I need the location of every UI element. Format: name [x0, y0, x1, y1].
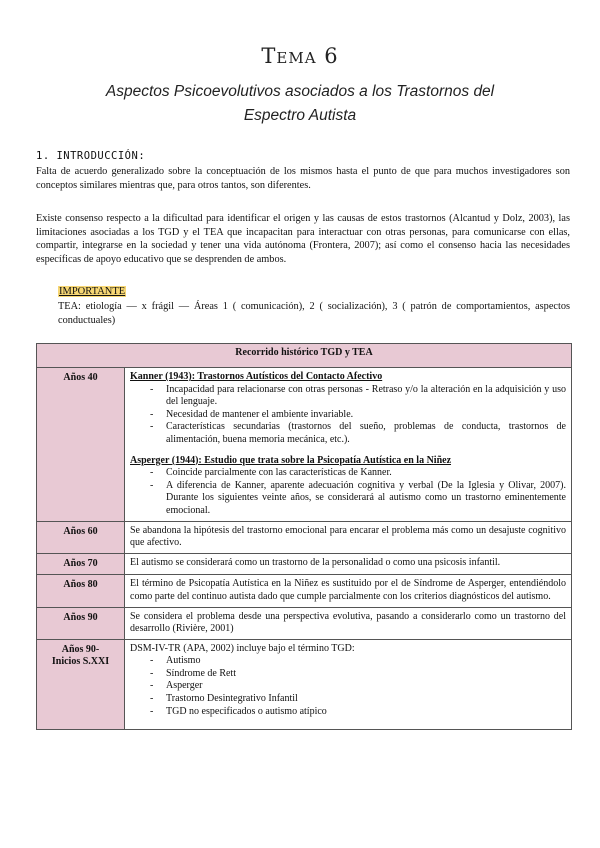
page-title: Tema 6	[261, 44, 339, 68]
intro-paragraph-1: Falta de acuerdo generalizado sobre la conceptuación de los mismos hasta el punto de que para muchos investigadores son conceptos similares mientras que, para otros tantos, son diferentes.	[36, 166, 570, 191]
section-heading: 1. INTRODUCCIÓN:	[36, 150, 146, 162]
era-cell: Años 40	[37, 368, 125, 522]
era-cell: Años 80	[37, 575, 125, 607]
table-row	[37, 368, 572, 522]
important-text: TEA: etiología — x frágil — Áreas 1 ( comunicación), 2 ( socialización), 3 ( patrón de comportamientos, aspectos conductuales)	[58, 301, 570, 326]
kanner-list	[130, 384, 566, 447]
intro-paragraph-2: Existe consenso respecto a la dificultad para identificar el origen y las causas de estos trastornos (Alcantud y Dolz, 2003), las limitaciones asociadas a los TGD y el TEA que incapacitan para interactuar con otras personas, para comunicarse con ellas, compartir, integrarse en la sociedad y tener una vida autónoma (Frontera, 2007); así como el consenso hacia las necesidades específicas de apoyo educativo que se desprenden de ambos.	[36, 213, 570, 265]
asperger-heading: Asperger (1944): Estudio que trata sobre la Psicopatía Autística en la Niñez	[130, 454, 452, 466]
list-item: - Autismo	[150, 655, 566, 668]
description-cell	[125, 368, 572, 522]
important-label: IMPORTANTE	[59, 286, 126, 297]
era-cell: Años 60	[37, 521, 125, 553]
era-line-1: Años 90-	[61, 643, 100, 655]
tgd-list	[130, 655, 566, 718]
description-cell	[125, 639, 572, 730]
era-cell: Años 90	[37, 607, 125, 639]
dsm-intro: DSM-IV-TR (APA, 2002) incluye bajo el término TGD:	[130, 642, 355, 654]
table-header-row	[37, 344, 572, 368]
list-item: - Características secundarias (trastornos del sueño, problemas de conducta, trastornos de alimentación, buena memoria mecánica, etc.).	[150, 421, 566, 446]
table-row	[37, 639, 572, 730]
list-item: - TGD no especificados o autismo atípico	[150, 706, 566, 719]
kanner-heading: Kanner (1943): Trastornos Autísticos del Contacto Afectivo	[130, 371, 383, 382]
era-line-2: Inicios S.XXI	[51, 656, 110, 668]
table-row	[37, 553, 572, 575]
list-item: - Necesidad de mantener el ambiente invariable.	[150, 409, 566, 422]
description-cell: Se considera el problema desde una perspectiva evolutiva, pasando a considerarlo como un trastorno del desarrollo (Rivière, 2001)	[125, 607, 572, 639]
subtitle-line-1: Aspectos Psicoevolutivos asociados a los Trastornos del	[105, 83, 495, 100]
list-item: - A diferencia de Kanner, aparente adecuación cognitiva y verbal (De la Iglesia y Olivar, 2007). Durante los siguientes veinte años, se considerará al autismo como un trastorno eminentemente emocional.	[150, 480, 566, 518]
list-item: - Asperger	[150, 680, 566, 693]
list-item: - Trastorno Desintegrativo Infantil	[150, 693, 566, 706]
description-cell: El término de Psicopatía Autística en la Niñez es sustituido por el de Síndrome de Asperger, entendiéndolo como parte del continuo autista dado que cumple parcialmente con los criterios diagnósticos del autismo.	[125, 575, 572, 607]
era-cell: Años 70	[37, 553, 125, 575]
page-subtitle	[60, 80, 540, 128]
table-header: Recorrido histórico TGD y TEA	[37, 344, 572, 368]
subtitle-line-2: Espectro Autista	[243, 107, 357, 124]
table-row	[37, 521, 572, 553]
era-cell	[37, 639, 125, 730]
description-cell: Se abandona la hipótesis del trastorno emocional para encarar el problema más como un desajuste cognitivo que afectivo.	[125, 521, 572, 553]
table-row	[37, 575, 572, 607]
list-item: - Coincide parcialmente con las características de Kanner.	[150, 467, 566, 480]
table-row	[37, 607, 572, 639]
description-cell: El autismo se considerará como un trastorno de la personalidad o como una psicosis infantil.	[125, 553, 572, 575]
asperger-list	[130, 467, 566, 517]
list-item: - Incapacidad para relacionarse con otras personas - Retraso y/o la alteración en la adquisición y uso del lenguaje.	[150, 384, 566, 409]
history-table	[36, 343, 572, 730]
list-item: - Síndrome de Rett	[150, 668, 566, 681]
